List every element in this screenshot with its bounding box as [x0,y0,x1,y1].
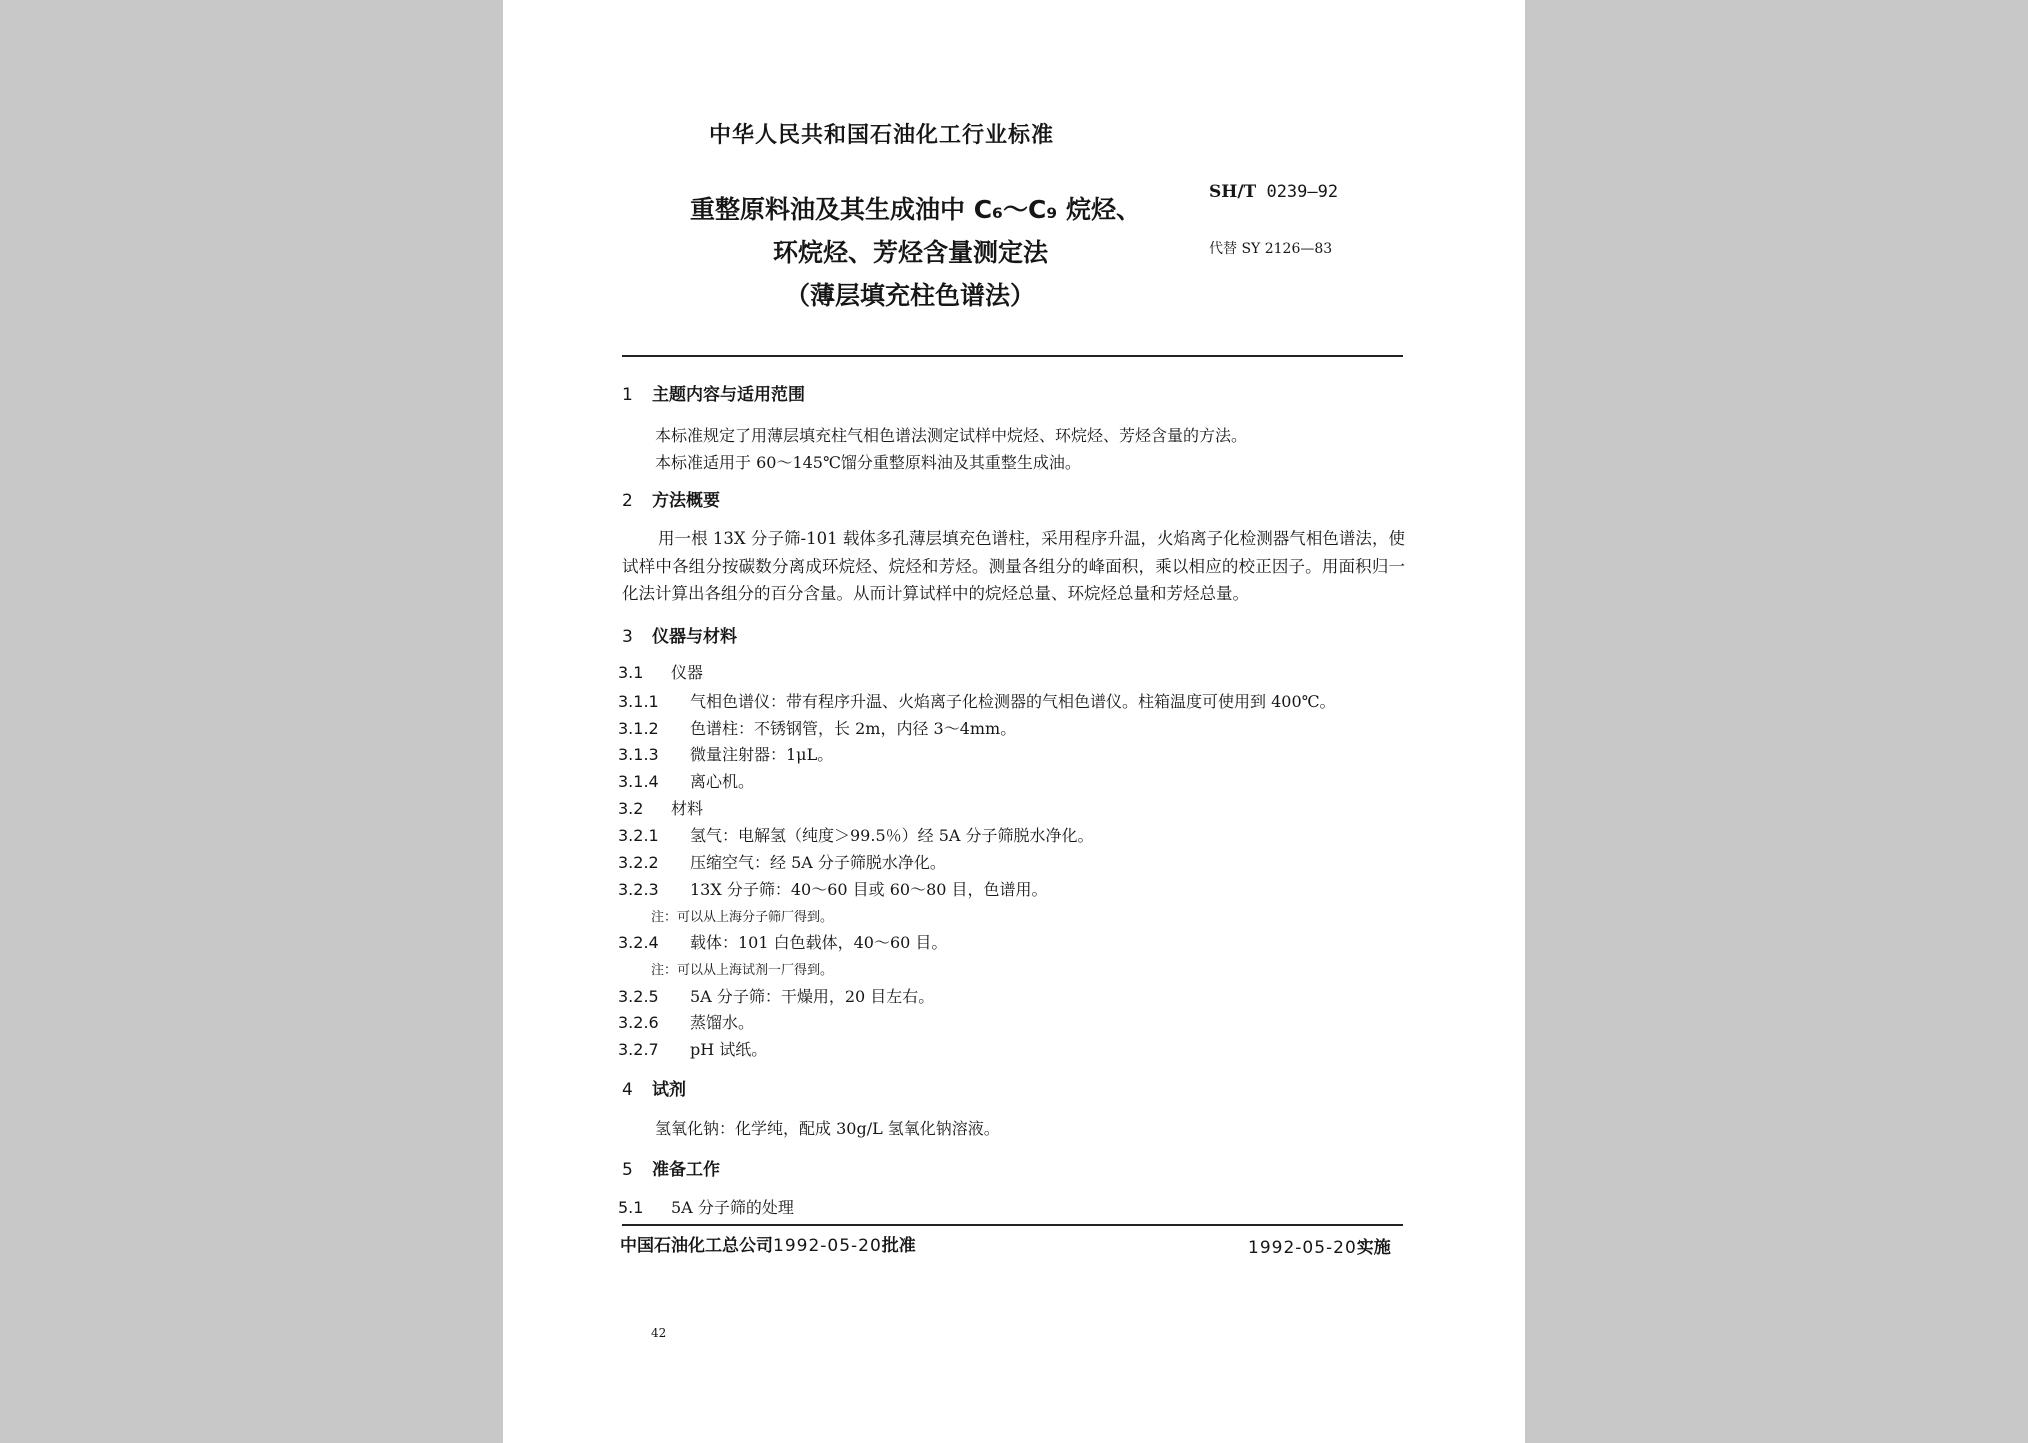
issuing-organization: 中华人民共和国石油化工行业标准 [709,123,1055,148]
clause-text: 13X 分子筛：40～60 目或 60～80 目，色谱用。 [690,880,1048,899]
clause-3-1-2 [618,716,1016,739]
section-title: 仪器与材料 [652,627,737,647]
clause-number: 3.2.4 [618,933,659,952]
clause-text: 色谱柱：不锈钢管，长 2m，内径 3～4mm。 [690,719,1017,738]
section-5-heading [622,1155,720,1180]
clause-3-2-6 [618,1010,754,1033]
effective-label: 实施 [1356,1238,1391,1258]
section-title: 准备工作 [652,1160,720,1180]
clause-3-1-1 [618,689,1336,712]
effective-date: 1992-05-20 [1248,1238,1357,1258]
section-3-heading [622,622,737,647]
clause-number: 3.2.1 [618,826,659,845]
clause-number: 3.1.3 [618,745,659,764]
clause-text: 氢气：电解氢（纯度＞99.5％）经 5A 分子筛脱水净化。 [690,826,1094,845]
clause-3-1-3 [618,742,833,765]
clause-number: 3.1 [618,663,644,682]
clause-text: 仪器 [671,663,704,682]
title-line-1: 重整原料油及其生成油中 C₆～C₉ 烷烃、 [690,195,1142,224]
clause-text: 气相色谱仪：带有程序升温、火焰离子化检测器的气相色谱仪。柱箱温度可使用到 400℃。 [690,692,1336,711]
section-title: 主题内容与适用范围 [652,385,805,405]
clause-3-2-2 [618,850,946,873]
section-1-paragraph-1: 本标准规定了用薄层填充柱气相色谱法测定试样中烷烃、环烷烃、芳烃含量的方法。 [655,426,1248,445]
document-page [503,0,1525,1443]
clause-text: pH 试纸。 [690,1040,768,1059]
clause-text: 材料 [671,799,704,818]
clause-text: 微量注射器：1μL。 [690,745,834,764]
note-support-source: 注：可以从上海试剂一厂得到。 [651,963,834,978]
clause-text: 压缩空气：经 5A 分子筛脱水净化。 [690,853,946,872]
approval-info [620,1231,916,1256]
section-title: 方法概要 [652,491,720,511]
approval-date: 1992-05-20 [773,1236,882,1256]
replaces-standard: 代替 SY 2126—83 [1209,241,1333,257]
section-title: 试剂 [652,1080,686,1100]
section-1-heading [622,380,805,405]
clause-5-1 [618,1195,794,1218]
standard-code-prefix: SH/T [1209,182,1257,202]
section-4-paragraph: 氢氧化钠：化学纯，配成 30g/L 氢氧化钠溶液。 [655,1119,1000,1138]
section-number: 5 [622,1160,633,1180]
section-1-paragraph-2: 本标准适用于 60～145℃馏分重整原料油及其重整生成油。 [655,453,1081,472]
title-line-2: 环烷烃、芳烃含量测定法 [773,238,1049,267]
clause-number: 3.2.2 [618,853,659,872]
clause-number: 5.1 [618,1198,644,1217]
section-2-heading [622,486,720,511]
clause-number: 3.1.4 [618,772,659,791]
clause-text: 5A 分子筛的处理 [671,1198,794,1217]
footer-divider [622,1224,1403,1226]
section-2-paragraph: 用一根 13X 分子筛-101 载体多孔薄层填充色谱柱，采用程序升温，火焰离子化检测器气相色谱法，使试样中各组分按碳数分离成环烷烃、烷烃和芳烃。测量各组分的峰面积，乘以相应的校正因子。用面积归一化法计算出各组分的百分含量。从而计算试样中的烷烃总量、环烷烃总量和芳烃总量。 [622,529,1405,603]
section-number: 1 [622,385,633,405]
clause-text: 载体：101 白色载体，40～60 目。 [690,933,948,952]
clause-text: 离心机。 [690,772,755,791]
clause-3-1-4 [618,769,754,792]
clause-3-2-3 [618,877,1048,900]
header-divider [622,355,1403,357]
note-molecular-sieve-source: 注：可以从上海分子筛厂得到。 [651,910,834,925]
clause-number: 3.2.6 [618,1013,659,1032]
section-number: 2 [622,491,633,511]
clause-3-2-5 [618,984,934,1007]
clause-number: 3.1.1 [618,692,659,711]
approver: 中国石油化工总公司 [620,1236,773,1256]
title-line-3: （薄层填充柱色谱法） [785,281,1036,310]
clause-3-2-4 [618,930,947,953]
section-4-heading [622,1075,686,1100]
clause-number: 3.2.3 [618,880,659,899]
section-number: 4 [622,1080,633,1100]
clause-number: 3.2 [618,799,644,818]
clause-3-2 [618,796,703,819]
clause-number: 3.1.2 [618,719,659,738]
clause-text: 蒸馏水。 [690,1013,755,1032]
approval-label: 批准 [881,1236,916,1256]
clause-number: 3.2.5 [618,987,659,1006]
standard-code [1209,182,1338,202]
clause-number: 3.2.7 [618,1040,659,1059]
clause-3-2-7 [618,1037,767,1060]
clause-text: 5A 分子筛：干燥用，20 目左右。 [690,987,935,1006]
clause-3-2-1 [618,823,1094,846]
standard-code-number: 0239—92 [1266,182,1339,202]
clause-3-1 [618,660,703,683]
section-number: 3 [622,627,633,647]
page-number: 42 [651,1326,667,1340]
effective-info [1248,1233,1391,1258]
